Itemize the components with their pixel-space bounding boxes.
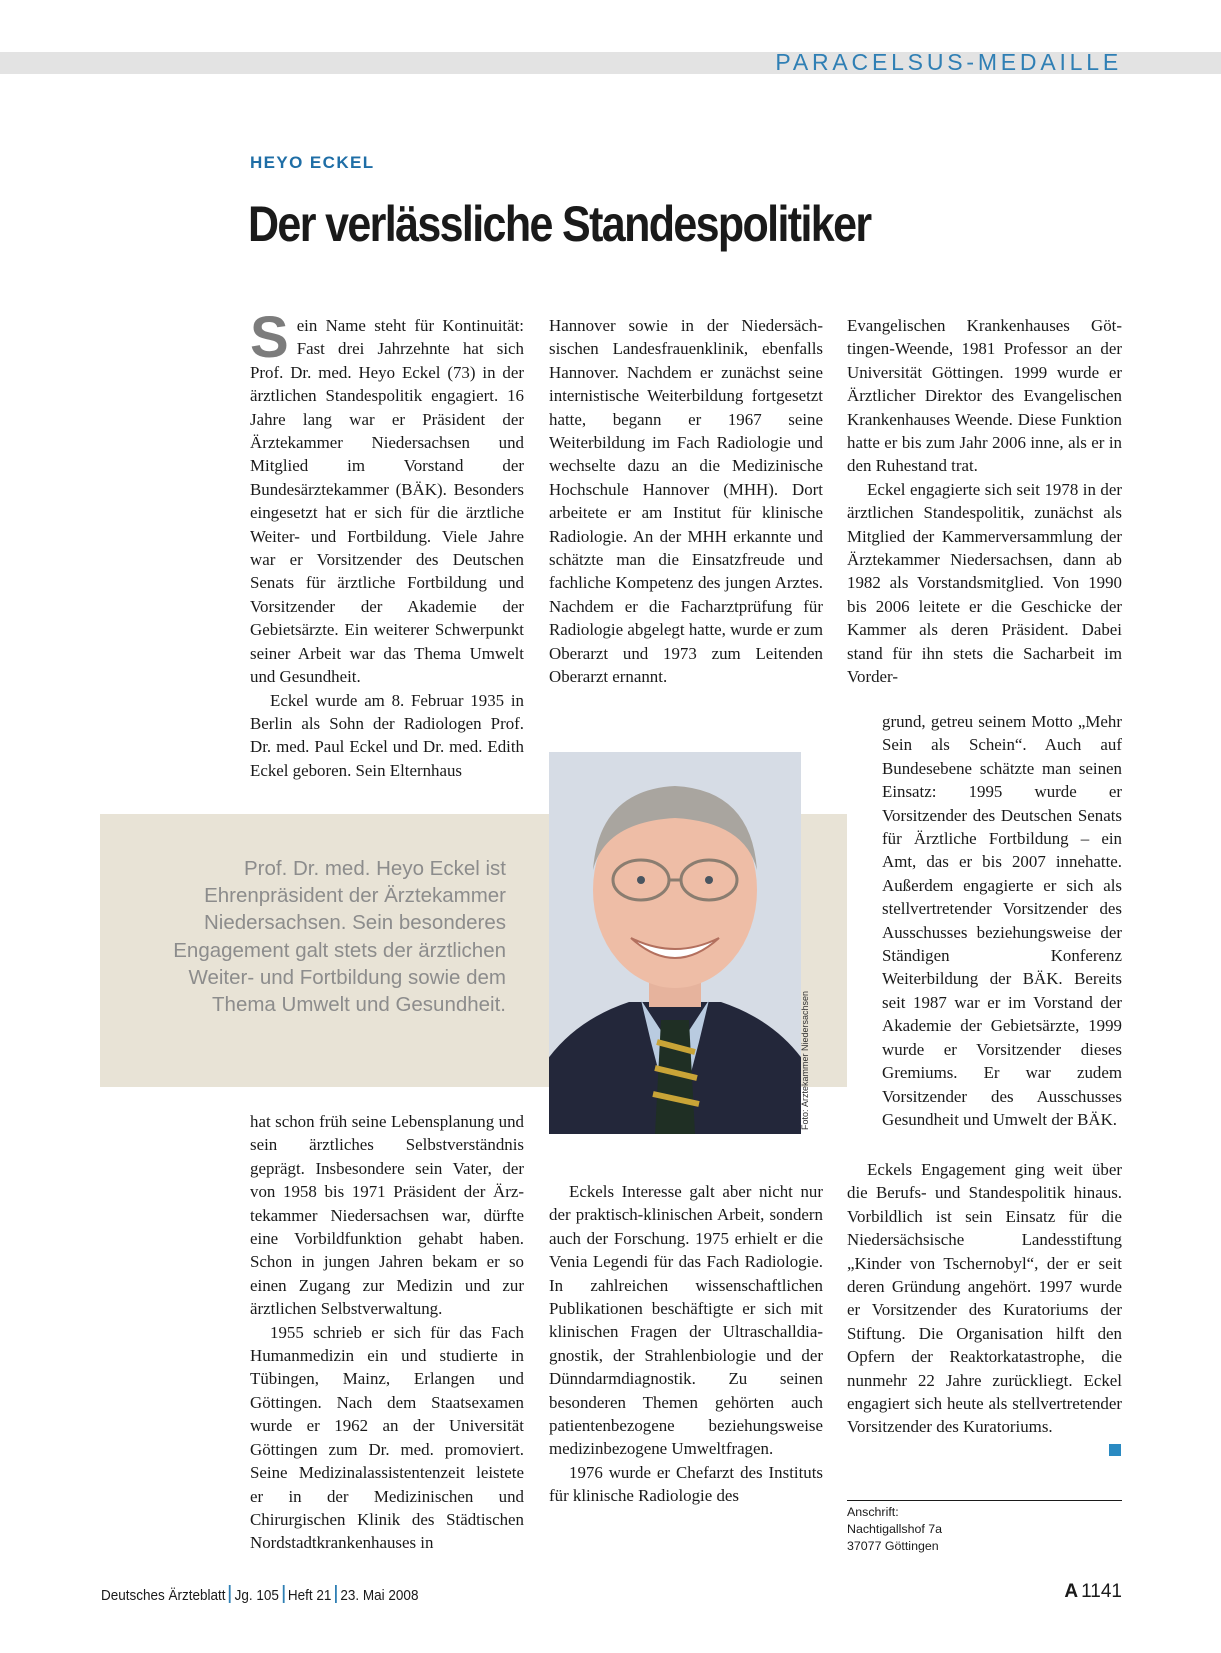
footer-citation — [101, 1585, 418, 1604]
journal-date: 23. Mai 2008 — [340, 1587, 419, 1604]
journal-name: Deutsches Ärzteblatt — [101, 1587, 226, 1604]
footer-separator — [335, 1585, 337, 1603]
paragraph: Eckel engagierte sich seit 1978 in der ärztlichen Standespolitik, zunächst als Mitglied der Kammerversammlung der Ärztekammer Niedersachsen, dann ab 1982 als Vorstandsmitglied. Von 1990 bis 2006 leitete er die Geschicke der Kammer als deren Präsident. Dabei stand für ihn stets die Sacharbeit im Vorder- — [847, 479, 1122, 687]
article-column-3-middle — [882, 710, 1122, 1131]
paragraph: 1955 schrieb er sich für das Fach Humanmedizin ein und studierte in Tübingen, Mainz, Erlangen und Göttingen. Nach dem Staatsexamen wurde er 1962 an der Universität Göttingen zum Dr. med. promoviert. Seine Medizinalassistentenzeit leistete er in der Medizinischen und Chirurgischen Klinik des Städtischen Nordstadtkrankenhauses in — [250, 1322, 524, 1553]
photo-credit — [800, 990, 816, 1130]
article-column-3-bottom — [847, 1158, 1122, 1439]
journal-volume: Jg. 105 — [234, 1587, 279, 1604]
address-label: Anschrift: — [847, 1505, 899, 1519]
paragraph: Eckels Interesse galt aber nicht nur der praktisch-klinischen Arbeit, sondern auch der Forschung. 1975 erhielt er die Venia Legendi für das Fach Radiologie. In zahlreichen wissenschaftlichen Publikationen beschäftigte er sich mit klinischen Fragen der Ultraschalldiagnostik, der Strahlenbiologie und der Dünndarmdiagnostik. Zu seinen besonderen Themen gehörten auch patientenbezogene beziehungsweise medizinbezogene Umweltfragen. — [549, 1182, 823, 1459]
article-column-2-top — [549, 314, 823, 689]
paragraph: Hannover sowie in der Niedersächsischen Landesfrauenklinik, ebenfalls Hannover. Nachdem er zunächst seine internistische Weiterbildung fortgesetzt hatte, begann er 1967 seine Weiterbildung im Fach Radiologie und wechselte dazu an die Medizinische Hochschule Hannover (MHH). Dort arbeitete er am Institut für klinische Radiologie. An der MHH erkannte und schätzte man die Einsatzfreude und fachliche Kompetenz des jungen Arztes. Nachdem er die Facharztprüfung für Radiologie abgelegt hatte, wurde er zum Oberarzt und 1973 zum Leitenden Oberarzt ernannt. — [549, 316, 823, 687]
portrait-photo — [549, 752, 801, 1134]
paragraph: grund, getreu seinem Motto „Mehr Sein als Schein“. Auch auf Bundesebene schätzte man seinen Einsatz: 1995 wurde er Vorsitzender des Deutschen Senats für Ärztliche Fortbildung – ein Amt, das er bis 2007 innehatte. Außerdem engagierte er sich als stellvertretender Vorsitzender des Ausschusses beziehungsweise der Ständigen Konferenz Weiterbildung der BÄK. Bereits seit 1987 war er im Vorstand der Akademie der Gebietsärzte, 1999 wurde er Vorsitzender dieses Gremiums. Er war zudem Vorsitzender des Ausschusses Gesundheit und Umwelt der BÄK. — [882, 712, 1122, 1129]
section-label: PARACELSUS-MEDAILLE — [775, 49, 1122, 75]
drop-cap: S — [250, 305, 289, 370]
article-column-2-bottom — [549, 1180, 823, 1508]
paragraph: Eckels Engagement ging weit über die Berufs- und Standespolitik hinaus. Vorbildlich ist sein Einsatz für die Niedersächsische Landesstiftung „Kinder von Tschernobyl“, der er seit deren Gründung angehört. 1997 wurde er Vorsitzender des Kuratoriums der Stiftung. Die Organisation hilft den Opfern der Reaktorkatastrophe, die nunmehr 22 Jahre zurückliegt. Eckel engagiert sich heute als stellvertretender Vorsitzender des Kuratoriums. — [847, 1160, 1122, 1437]
paragraph: Eckel wurde am 8. Februar 1935 in Berlin als Sohn der Radiologen Prof. Dr. med. Paul Eckel und Dr. med. Edith Eckel geboren. Sein Elternhaus — [250, 690, 524, 780]
article-end-mark — [1109, 1444, 1121, 1456]
footer-separator — [229, 1585, 231, 1603]
paragraph-text: ein Name steht für Kontinuität: Fast drei Jahrzehnte hat sich Prof. Dr. med. Heyo Eckel (73) in der ärztlichen Standespolitik engagiert. 16 Jahre lang war er Präsident der Ärztekammer Niedersachsen und Mitglied im Vorstand der Bundesärztekammer (BÄK). Besonders eingesetzt hat er sich für die ärztliche Weiter- und Fortbildung. Viele Jahre war er Vorsitzender des Deutschen Senats für ärztliche Fortbildung und Vorsitzender der Akademie der Gebietsärzte. Ein weiterer Schwerpunkt seiner Arbeit war das Thema Umwelt und Gesundheit. — [250, 316, 524, 687]
paragraph: Evangelischen Krankenhauses Göttingen-Weende, 1981 Professor an der Universität Göttingen. 1999 wurde er Ärztlicher Direktor des Evangelischen Krankenhauses Weende. Diese Funktion hatte er bis zum Jahr 2006 inne, als er in den Ruhestand trat. — [847, 316, 1122, 476]
paragraph — [250, 305, 524, 689]
article-column-3-top — [847, 314, 1122, 689]
footer-separator — [282, 1585, 284, 1603]
page-number — [1064, 1581, 1122, 1603]
photo-credit-text: Foto: Ärztekammer Niedersachsen — [800, 990, 810, 1130]
article-column-1-top — [250, 305, 524, 782]
article-title: Der verlässliche Standespolitiker — [248, 196, 871, 252]
page-prefix: A — [1064, 1581, 1079, 1602]
address-block — [847, 1504, 942, 1555]
paragraph: 1976 wurde er Chefarzt des Instituts für klinische Radiologie des — [549, 1462, 823, 1506]
paragraph: hat schon früh seine Lebensplanung und sein ärztliches Selbstverständnis geprägt. Insbesondere sein Vater, der von 1958 bis 1971 Präsident der Ärztekammer Niedersachsen war, dürfte eine Vorbildfunktion gehabt haben. Schon in jungen Jahren bekam er so einen Zugang zur Medizin und zur ärztlichen Selbstverwaltung. — [250, 1112, 524, 1319]
portrait-illustration — [549, 752, 801, 1134]
journal-issue: Heft 21 — [287, 1587, 332, 1604]
address-divider — [847, 1500, 1122, 1501]
page-number-value: 1141 — [1081, 1581, 1122, 1602]
article-kicker: HEYO ECKEL — [250, 153, 375, 172]
article-column-1-bottom — [250, 1110, 524, 1555]
pullquote-text: Prof. Dr. med. Heyo Eckel ist Ehrenpräsident der Ärztekammer Niedersachsen. Sein besonderes Engagement galt stets der ärztlichen Weiter- und Fortbildung sowie dem Thema Umwelt und Gesundheit. — [173, 857, 506, 1017]
address-street: Nachtigallshof 7a — [847, 1522, 943, 1536]
address-city: 37077 Göttingen — [847, 1539, 939, 1553]
